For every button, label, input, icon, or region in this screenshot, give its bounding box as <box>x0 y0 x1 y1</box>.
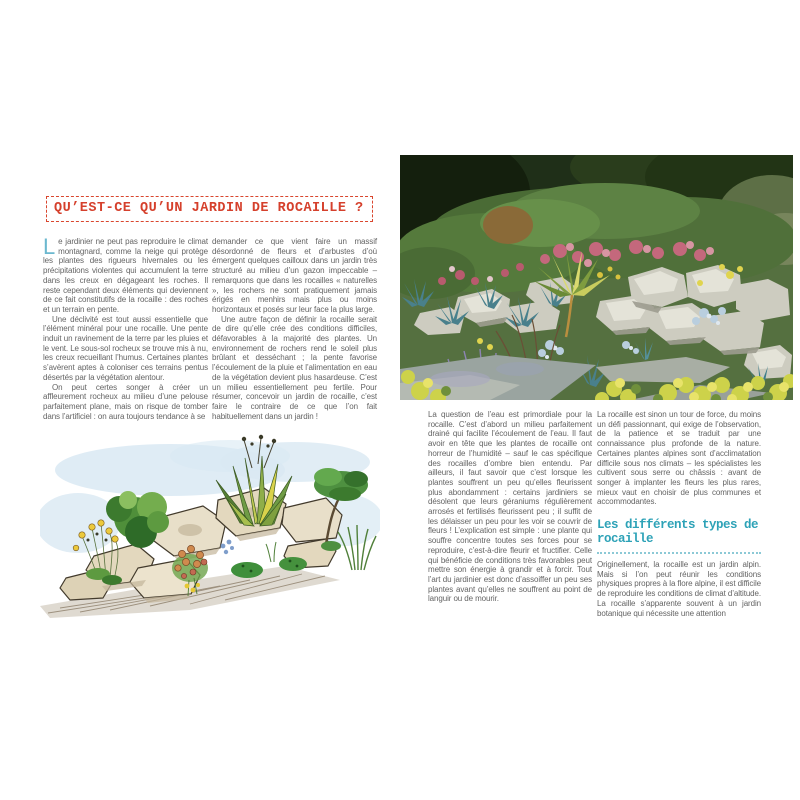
paragraph: demander ce que vient faire un massif désordonné de fleurs et d’arbustes d’où émergent quelques cailloux dans un jardin très structuré au milieu d’un gazon impeccable – remarquons que dans les rocailles « naturelles », les rochers ne sont pratiquement jamais érigés en menhirs mais plus ou moins horizontaux et posés sur leur face la plus large. <box>212 237 377 314</box>
left-column-2 <box>212 237 377 421</box>
right-column-2 <box>597 410 761 618</box>
paragraph: Une déclivité est tout aussi essentielle que l’élément minéral pour une rocaille. Une pente induit un ravinement de la terre par les pluies et le vent. Le sous-sol rocheux se trouve mis à nu, les creux recueillant l’humus. Certaines plantes s’avèrent aptes à coloniser ces terrains pentus désertés par la végétation alentour. <box>43 314 208 382</box>
page-title-text: QU’EST-CE QU’UN JARDIN DE ROCAILLE ? <box>54 201 364 216</box>
paragraph: La rocaille est sinon un tour de force, du moins un défi passionnant, qui exige de l’observation, de la patience et se traduit par une connaissance plus profonde de la nature. Certaines plantes alpines sont d’acclimatation difficile sous nos climats – les spécialistes les cultivent sous serre ou châssis : avant de songer à implanter les fleurs les plus rares, mieux vaut en choisir de plus communes et accommodantes. <box>597 410 761 507</box>
paragraph: On peut certes songer à créer un affleurement rocheux au milieu d’une pelouse parfaitement plane, mais on risque de tomber dans l’artificiel : on aura toujours tendance à se <box>43 382 208 421</box>
drop-cap: L <box>43 234 56 259</box>
left-column-1 <box>43 234 208 421</box>
paragraph: Une autre façon de définir la rocaille serait de dire qu’elle crée des conditions difficiles, défavorables à la majorité des plantes. Un environnement de rochers rend le soleil plus brûlant et desséchant ; la pente favorise l’écoulement de la pluie et l’alimentation en eau de la végétation devient plus hasardeuse. C’est un milieu essentiellement peu fertile. Pour résumer, concevoir un jardin de rocaille, c’est faire le contraire de ce que l’on fait habituellement dans un jardin ! <box>212 314 377 421</box>
paragraph <box>43 234 208 315</box>
page-title <box>46 196 373 222</box>
paragraph: La question de l’eau est primordiale pour la rocaille. C’est d’abord un milieu parfaitement drainé qui facilite l’écoulement de l’eau. Il faut avoir en tête que les plantes de rocaille ont horreur de l’humidité – sauf le cas spécifique des rocailles d’ombre bien entendu. Par ailleurs, il faut savoir que c’est lorsque les plantes souffrent un peu qu’elles fleurissent plus abondamment : certains jardiniers se désolent que leurs géraniums régulièrement arrosés et fertilisés fleurissent peu ; il suffit de les délaisser un peu pour les voir se couvrir de fleurs ! L’explication est simple : une plante qui souffre concentre toutes ses forces pour se reproduire, c’est-à-dire fleurir et fructifier. Celle qui bénéficie de conditions très favorables peut mettre son énergie à grandir et à forcir. Tout l’art du jardinier est donc d’assoiffer un peu ses plantes avant qu’elles ne souffrent au point de languir ou de mourir. <box>428 410 592 604</box>
paragraph-text: e jardinier ne peut pas reproduire le climat montagnard, comme la neige qui protège les plantes des rigueurs hivernales ou les précipitations violentes qui accumulent la terre dans les creux en dégageant les roches. Il reste cependant deux éléments qui deviennent de ce fait constitutifs de la rocaille : des roches et un terrain en pente. <box>43 237 208 314</box>
paragraph: Originellement, la rocaille est un jardin alpin. Mais si l’on peut réunir les conditions physiques propres à la flore alpine, il est difficile de reproduire les conditions de climat d’altitude. La rocaille s’apparente souvent à un jardin botanique qui nécessite une attention <box>597 560 761 618</box>
section-heading: Les différents types de rocaille <box>597 518 761 554</box>
right-column-1 <box>428 410 592 604</box>
rock-garden-photo <box>400 155 793 400</box>
rock-garden-sketch-illustration <box>40 428 380 623</box>
